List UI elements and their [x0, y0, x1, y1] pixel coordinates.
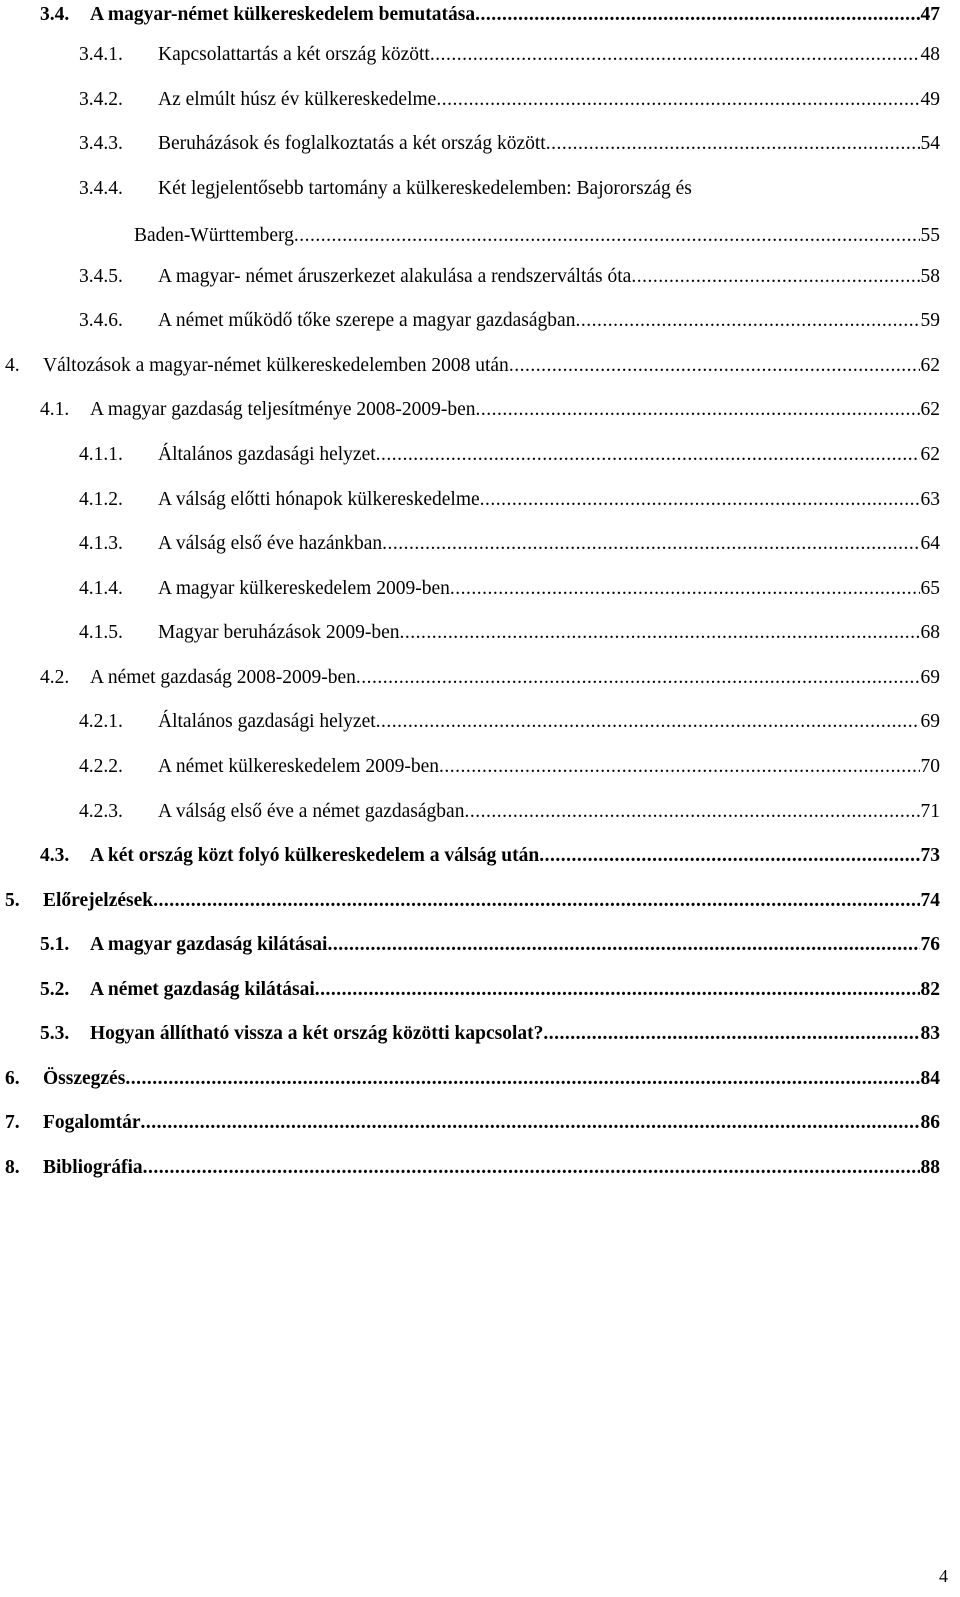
- toc-entry-page: 65: [920, 578, 940, 599]
- toc-entry-title: Hogyan állítható vissza a két ország közötti kapcsolat?: [90, 1023, 544, 1044]
- page-number: 4: [939, 1566, 948, 1586]
- dot-leader: [539, 841, 919, 871]
- toc-entry-number: 5.: [5, 890, 20, 911]
- toc-entry-title: A magyar külkereskedelem 2009-ben: [158, 578, 450, 599]
- toc-entry-number: 4.1.3.: [79, 533, 123, 554]
- toc-entry-number: 4.: [5, 355, 20, 376]
- dot-leader: [294, 221, 920, 251]
- toc-entry[interactable]: [0, 262, 960, 292]
- dot-leader: [153, 886, 919, 916]
- toc-entry-page: 83: [920, 1023, 940, 1044]
- toc-entry-page: 82: [920, 979, 940, 1000]
- toc-entry-number: 5.2.: [40, 979, 70, 1000]
- dot-leader: [476, 395, 920, 425]
- toc-entry-page: 59: [920, 310, 940, 331]
- toc-entry-title: Bibliográfia: [43, 1157, 143, 1178]
- toc-entry[interactable]: [0, 440, 960, 470]
- dot-leader: [546, 129, 920, 159]
- toc-entry[interactable]: [0, 174, 960, 204]
- toc-entry-title: Általános gazdasági helyzet: [158, 711, 376, 732]
- toc-entry-page: 69: [920, 667, 940, 688]
- toc-entry-title: Változások a magyar-német külkereskedelemben 2008 után: [43, 355, 509, 376]
- toc-entry-title: Előrejelzések: [43, 890, 154, 911]
- toc-entry[interactable]: [0, 351, 960, 381]
- dot-leader: [475, 0, 919, 30]
- toc-entry-title: Magyar beruházások 2009-ben: [158, 622, 400, 643]
- toc-entry-title: Az elmúlt húsz év külkereskedelme: [158, 89, 437, 110]
- toc-entry-title: Összegzés: [43, 1068, 126, 1089]
- toc-entry-title: A két ország közt folyó külkereskedelem a válság után: [90, 845, 540, 866]
- toc-entry[interactable]: [0, 752, 960, 782]
- dot-leader: [400, 618, 920, 648]
- toc-entry-page: 68: [920, 622, 940, 643]
- toc-entry-number: 4.1.1.: [79, 444, 123, 465]
- dot-leader: [439, 752, 919, 782]
- toc-entry[interactable]: [0, 886, 960, 916]
- toc-entry-page: 70: [920, 756, 940, 777]
- toc-entry-page: 48: [920, 44, 940, 65]
- toc-entry-number: 6.: [5, 1068, 20, 1089]
- toc-entry-page: 64: [920, 533, 940, 554]
- toc-entry[interactable]: [0, 40, 960, 70]
- toc-entry-page: 71: [920, 801, 940, 822]
- toc-entry-title: A német külkereskedelem 2009-ben: [158, 756, 440, 777]
- toc-entry-title: A magyar gazdaság teljesítménye 2008-2009-ben: [90, 399, 476, 420]
- toc-entry-page: 62: [920, 444, 940, 465]
- toc-entry-number: 7.: [5, 1112, 20, 1133]
- toc-entry-number: 4.1.2.: [79, 489, 123, 510]
- dot-leader: [356, 663, 920, 693]
- toc-entry-page: 88: [920, 1157, 940, 1178]
- toc-entry-title: A magyar-német külkereskedelem bemutatása: [90, 4, 476, 25]
- toc-entry-number: 4.3.: [40, 845, 70, 866]
- toc-entry[interactable]: [0, 797, 960, 827]
- toc-entry-title: A német gazdaság 2008-2009-ben: [90, 667, 356, 688]
- dot-leader: [450, 574, 920, 604]
- dot-leader: [327, 930, 919, 960]
- dot-leader: [315, 975, 920, 1005]
- toc-entry-page: 84: [920, 1068, 940, 1089]
- toc-entry-page: 62: [920, 399, 940, 420]
- toc-entry[interactable]: [0, 1108, 960, 1138]
- toc-entry-number: 4.2.3.: [79, 801, 123, 822]
- toc-entry-page: 55: [920, 225, 940, 246]
- toc-entry-title: Általános gazdasági helyzet: [158, 444, 376, 465]
- toc-entry-title: A válság előtti hónapok külkereskedelme: [158, 489, 480, 510]
- toc-entry-number: 4.1.: [40, 399, 70, 420]
- toc-entry-page: 54: [920, 133, 940, 154]
- toc-entry-page: 62: [920, 355, 940, 376]
- dot-leader: [436, 85, 919, 115]
- dot-leader: [509, 351, 920, 381]
- toc-entry-number: 4.2.: [40, 667, 70, 688]
- toc-entry-page: 63: [920, 489, 940, 510]
- toc-entry-number: 8.: [5, 1157, 20, 1178]
- toc-entry-page: 86: [920, 1112, 940, 1133]
- toc-entry-page: 58: [920, 266, 940, 287]
- toc-entry[interactable]: [0, 395, 960, 425]
- dot-leader: [480, 485, 920, 515]
- toc-entry[interactable]: [0, 529, 960, 559]
- toc-entry-title-continuation: Baden-Württemberg: [134, 225, 294, 246]
- toc-entry-title: A válság első éve hazánkban: [158, 533, 383, 554]
- toc-entry[interactable]: [0, 129, 960, 159]
- toc-entry[interactable]: [0, 618, 960, 648]
- toc-entry-number: 4.1.5.: [79, 622, 123, 643]
- toc-entry[interactable]: [0, 0, 960, 30]
- toc-entry[interactable]: [0, 1153, 960, 1183]
- dot-leader: [430, 40, 920, 70]
- toc-entry-number: 3.4.6.: [79, 310, 123, 331]
- toc-entry-title: A válság első éve a német gazdaságban: [158, 801, 465, 822]
- toc-entry[interactable]: [0, 1064, 960, 1094]
- dot-leader: [125, 1064, 919, 1094]
- toc-entry-title: A magyar gazdaság kilátásai: [90, 934, 328, 955]
- toc-entry-title: A német gazdaság kilátásai: [90, 979, 315, 1000]
- toc-entry-number: 4.2.2.: [79, 756, 123, 777]
- dot-leader: [140, 1108, 919, 1138]
- toc-entry-page: 69: [920, 711, 940, 732]
- dot-leader: [382, 529, 919, 559]
- toc-entry-continuation[interactable]: [0, 221, 960, 251]
- toc-entry[interactable]: [0, 574, 960, 604]
- toc-entry-number: 5.1.: [40, 934, 70, 955]
- toc-entry-title: A magyar- német áruszerkezet alakulása a rendszerváltás óta: [158, 266, 632, 287]
- toc-entry-number: 3.4.1.: [79, 44, 123, 65]
- toc-entry-number: 4.2.1.: [79, 711, 123, 732]
- toc-entry-page: 74: [920, 890, 940, 911]
- toc-entry-number: 3.4.: [40, 4, 70, 25]
- toc-entry[interactable]: [0, 306, 960, 336]
- dot-leader: [376, 440, 920, 470]
- toc-entry-number: 3.4.5.: [79, 266, 123, 287]
- toc-entry-number: 5.3.: [40, 1023, 70, 1044]
- dot-leader: [575, 306, 919, 336]
- toc-entry-number: 3.4.4.: [79, 178, 123, 199]
- toc-entry[interactable]: [0, 663, 960, 693]
- toc-entry-title: Kapcsolattartás a két ország között: [158, 44, 430, 65]
- toc-entry-title: A német működő tőke szerepe a magyar gazdaságban: [158, 310, 576, 331]
- toc-entry[interactable]: [0, 85, 960, 115]
- dot-leader: [143, 1153, 920, 1183]
- toc-entry-title: Fogalomtár: [43, 1112, 141, 1133]
- toc-entry-page: 73: [920, 845, 940, 866]
- toc-entry-title: Két legjelentősebb tartomány a külkereskedelemben: Bajorország és: [158, 178, 692, 199]
- toc-entry-number: 4.1.4.: [79, 578, 123, 599]
- dot-leader: [631, 262, 919, 292]
- toc-entry[interactable]: [0, 930, 960, 960]
- dot-leader: [376, 707, 920, 737]
- toc-entry-page: 76: [920, 934, 940, 955]
- toc-entry-title: Beruházások és foglalkoztatás a két ország között: [158, 133, 546, 154]
- toc-entry[interactable]: [0, 485, 960, 515]
- toc-entry-page: 49: [920, 89, 940, 110]
- dot-leader: [543, 1019, 919, 1049]
- dot-leader: [464, 797, 919, 827]
- toc-entry-page: 47: [920, 4, 940, 25]
- toc-entry[interactable]: [0, 707, 960, 737]
- toc-entry-number: 3.4.2.: [79, 89, 123, 110]
- toc-entry-number: 3.4.3.: [79, 133, 123, 154]
- toc-entry[interactable]: [0, 841, 960, 871]
- toc-entry[interactable]: [0, 975, 960, 1005]
- toc-entry[interactable]: [0, 1019, 960, 1049]
